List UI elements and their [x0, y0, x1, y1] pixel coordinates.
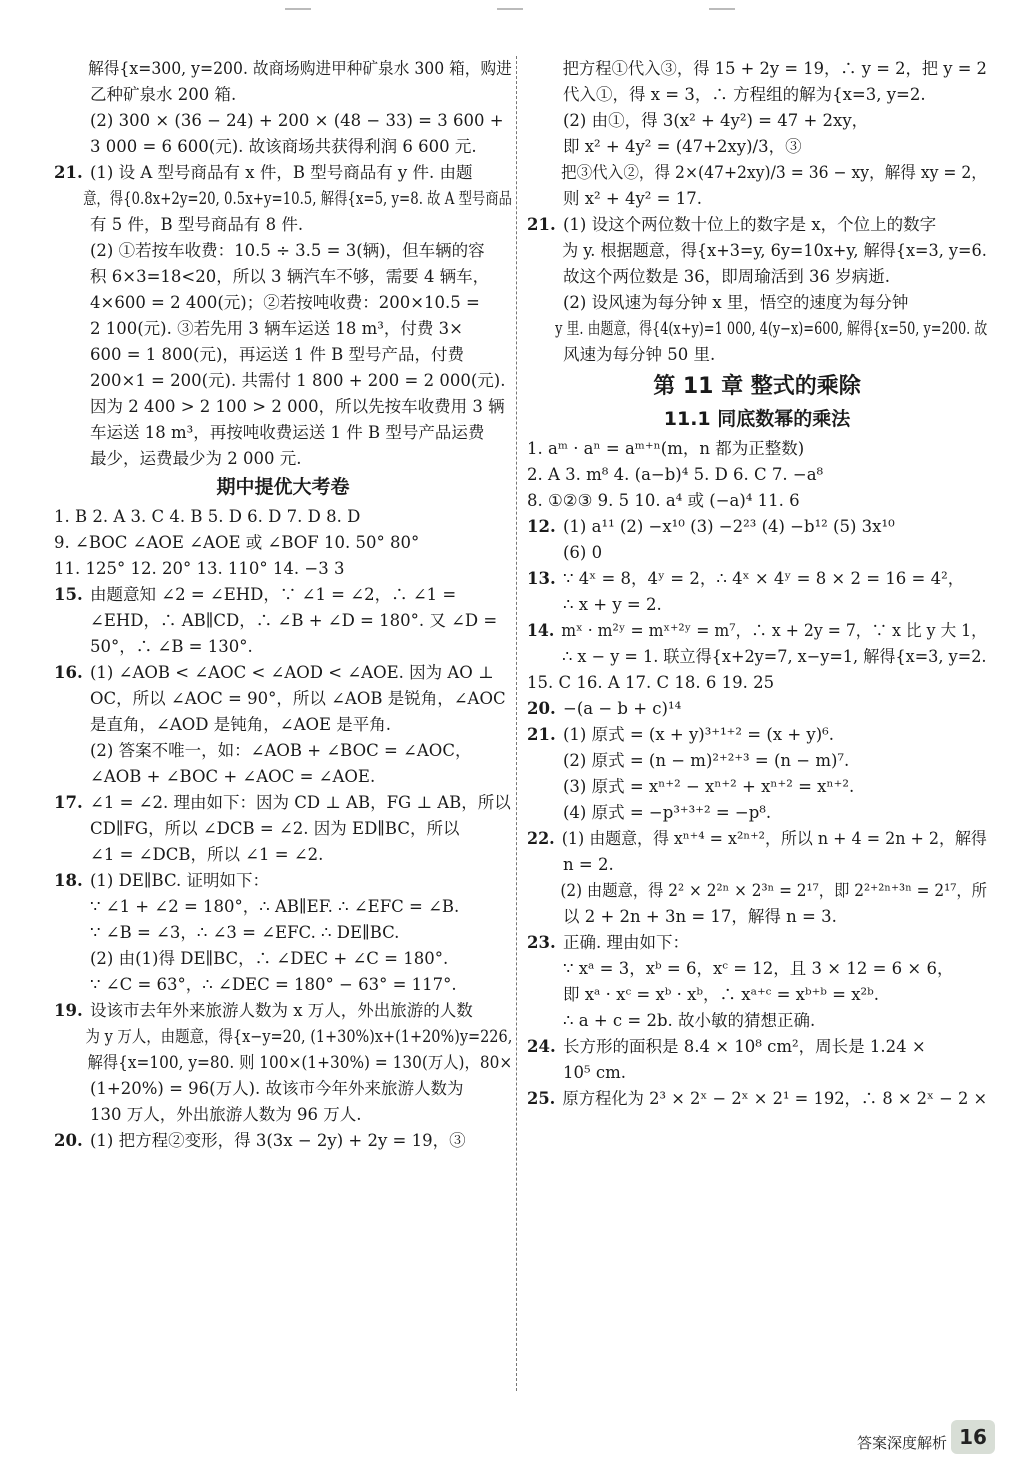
answer-text: 意，得{0.8x+2y=20, 0.5x+y=10.5, 解得{x=5, y=8. 故 A 型号商品	[83, 189, 512, 208]
answer-line	[54, 738, 512, 764]
answer-text: 风速为每分钟 50 里.	[563, 345, 716, 364]
answer-text: 3 000 = 6 600(元). 故该商场共获得利润 6 600 元.	[90, 137, 477, 156]
answer-line	[54, 816, 512, 842]
answer-text: 则 x² + 4y² = 17.	[563, 189, 702, 208]
answer-text: ∵ ∠C = 63°，∴ ∠DEC = 180° − 63° = 117°.	[90, 975, 457, 994]
answer-text: 10⁵ cm.	[563, 1063, 626, 1082]
answer-text: (1) 由题意，得 xⁿ⁺⁴ = x²ⁿ⁺²，所以 n + 4 = 2n + 2，解得	[561, 829, 987, 848]
answer-text: 解得{x=100, y=80. 则 100×(1+30%) = 130(万人)，80×	[87, 1053, 513, 1072]
answer-text: (1+20%) = 96(万人). 故该市今年外来旅游人数为	[90, 1079, 464, 1098]
answer-line	[54, 290, 512, 316]
answer-text: 最少，运费最少为 2 000 元.	[90, 449, 302, 468]
question-number: 20.	[527, 699, 556, 718]
answer-text: 解得{x=300, y=200. 故商场购进甲种矿泉水 300 箱，购进	[88, 59, 512, 78]
answer-text: 把③代入②，得 2×(47+2xy)/3 = 36 − xy，解得 xy = 2，	[561, 163, 987, 182]
answer-text: 以 2 + 2n + 3n = 17，解得 n = 3.	[563, 907, 837, 926]
answer-line	[527, 566, 987, 592]
answer-text: (2) ①若按车收费：10.5 ÷ 3.5 = 3(辆)，但车辆的容	[90, 241, 485, 260]
answer-line	[527, 982, 987, 1008]
left-column	[54, 56, 512, 1154]
answer-line	[527, 696, 987, 722]
answer-line	[54, 56, 512, 82]
answer-line	[527, 1060, 987, 1086]
chapter-heading: 第 11 章 整式的乘除	[653, 374, 861, 399]
answer-text: (2) 由①，得 3(x² + 4y²) = 47 + 2xy，	[563, 111, 869, 130]
answer-line	[527, 878, 987, 904]
answer-text: 故这个两位数是 36，即周瑜活到 36 岁病逝.	[563, 267, 890, 286]
answer-line	[527, 238, 987, 264]
answer-line	[527, 160, 987, 186]
answer-line	[54, 842, 512, 868]
answer-line	[527, 56, 987, 82]
answer-line	[527, 316, 988, 342]
answer-text: (2) 由题意，得 2² × 2²ⁿ × 2³ⁿ = 2¹⁷，即 2²⁺²ⁿ⁺³ⁿ = 2¹⁷，所	[560, 881, 987, 900]
answer-text: (4) 原式 = −p³⁺³⁺² = −p⁸.	[563, 803, 772, 822]
answer-line	[527, 1086, 988, 1112]
answer-text: 为 y 万人，由题意，得{x−y=20, (1+30%)x+(1+20%)y=226,	[85, 1027, 513, 1046]
answer-text: 2 100(元). ③若先用 3 辆车运送 18 m³，付费 3×	[90, 319, 463, 338]
question-number: 22.	[527, 829, 555, 848]
answer-text: (1) 设这个两位数十位上的数字是 x，个位上的数字	[563, 215, 937, 234]
answer-line	[527, 930, 987, 956]
answer-line	[527, 108, 987, 134]
answer-line	[54, 316, 512, 342]
question-number: 16.	[54, 663, 83, 682]
answer-text: (2) 原式 = (n − m)²⁺²⁺³ = (n − m)⁷.	[563, 751, 850, 770]
answer-line	[527, 462, 987, 488]
question-number: 21.	[54, 163, 83, 182]
answer-text: (2) 设风速为每分钟 x 里，悟空的速度为每分钟	[563, 293, 909, 312]
answer-line	[54, 504, 512, 530]
question-number: 14.	[527, 621, 555, 640]
question-number: 21.	[527, 215, 556, 234]
answer-text: (3) 原式 = xⁿ⁺² − xⁿ⁺² + xⁿ⁺² = xⁿ⁺².	[563, 777, 855, 796]
answer-line	[54, 712, 512, 738]
answer-text: (1) 把方程②变形，得 3(3x − 2y) + 2y = 19，③	[90, 1131, 466, 1150]
answer-line	[527, 904, 987, 930]
answer-text: OC，所以 ∠AOC = 90°，所以 ∠AOB 是锐角，∠AOC	[90, 689, 506, 708]
answer-line	[54, 446, 512, 472]
question-number: 25.	[527, 1089, 556, 1108]
answer-text: ∴ a + c = 2b. 故小敏的猜想正确.	[563, 1011, 816, 1030]
answer-line	[54, 1128, 512, 1154]
answer-text: ∠1 = ∠DCB，所以 ∠1 = ∠2.	[90, 845, 324, 864]
top-crop-marks	[285, 8, 735, 10]
answer-line	[54, 342, 512, 368]
answer-text: (1) ∠AOB < ∠AOC < ∠AOD < ∠AOE. 因为 AO ⊥	[90, 663, 494, 682]
answer-line	[54, 212, 512, 238]
answer-line	[54, 660, 512, 686]
answer-text: 把方程①代入③，得 15 + 2y = 19，∴ y = 2，把 y = 2	[562, 59, 987, 78]
answer-text: (1) 设 A 型号商品有 x 件，B 型号商品有 y 件. 由题	[90, 163, 473, 182]
answer-line	[527, 82, 987, 108]
answer-line	[527, 290, 987, 316]
answer-text: 2. A 3. m⁸ 4. (a−b)⁴ 5. D 6. C 7. −a⁸	[527, 465, 824, 484]
answer-text: 由题意知 ∠2 = ∠EHD，∵ ∠1 = ∠2，∴ ∠1 =	[90, 585, 457, 604]
answer-text: 4×600 = 2 400(元)；②若按吨收费：200×10.5 =	[90, 293, 480, 312]
answer-line	[54, 108, 512, 134]
answer-line	[54, 160, 512, 186]
answer-text: 8. ①②③ 9. 5 10. a⁴ 或 (−a)⁴ 11. 6	[527, 491, 800, 510]
answer-text: (1) a¹¹ (2) −x¹⁰ (3) −2²³ (4) −b¹² (5) 3x¹⁰	[563, 517, 895, 536]
answer-text: 1. aᵐ · aⁿ = aᵐ⁺ⁿ(m，n 都为正整数)	[527, 439, 805, 458]
answer-line	[527, 540, 987, 566]
answer-line	[54, 998, 512, 1024]
answer-text: 为 y. 根据题意，得{x+3=y, 6y=10x+y, 解得{x=3, y=6.	[562, 241, 987, 260]
answer-text: 原方程化为 2³ × 2ˣ − 2ˣ × 2¹ = 192，∴ 8 × 2ˣ − 2 ×	[562, 1089, 988, 1108]
answer-line	[54, 420, 512, 446]
footer-label: 答案深度解析	[856, 1434, 947, 1452]
question-number: 12.	[527, 517, 556, 536]
answer-text: 11. 125° 12. 20° 13. 110° 14. −3 3	[54, 559, 345, 578]
answer-line	[527, 956, 987, 982]
answer-text: mˣ · m²ʸ = mˣ⁺²ʸ = m⁷，∴ x + 2y = 7，∵ x 比 y 大 1，	[561, 621, 987, 640]
answer-line	[527, 342, 987, 368]
answer-text: 15. C 16. A 17. C 18. 6 19. 25	[527, 673, 775, 692]
answer-line	[54, 946, 512, 972]
answer-line	[54, 530, 512, 556]
answer-line	[54, 394, 512, 420]
answer-text: ∵ 4ˣ = 8，4ʸ = 2，∴ 4ˣ × 4ʸ = 8 × 2 = 16 = 4²，	[563, 569, 965, 588]
column-divider	[516, 56, 517, 1391]
question-number: 18.	[54, 871, 83, 890]
answer-text: 车运送 18 m³，再按吨收费运送 1 件 B 型号产品运费	[90, 423, 485, 442]
answer-text: (2) 由(1)得 DE∥BC，∴ ∠DEC + ∠C = 180°.	[90, 949, 449, 968]
answer-text: ∠EHD，∴ AB∥CD，∴ ∠B + ∠D = 180°. 又 ∠D =	[90, 611, 498, 630]
question-number: 23.	[527, 933, 556, 952]
answer-line	[54, 1076, 512, 1102]
answer-line	[527, 774, 987, 800]
answer-text: ∴ x + y = 2.	[563, 595, 662, 614]
answer-text: 130 万人，外出旅游人数为 96 万人.	[90, 1105, 362, 1124]
answer-line	[54, 1024, 513, 1050]
question-number: 13.	[527, 569, 556, 588]
question-number: 20.	[54, 1131, 83, 1150]
answer-text: n = 2.	[563, 855, 614, 874]
answer-text: (2) 答案不唯一，如：∠AOB + ∠BOC = ∠AOC，	[90, 741, 472, 760]
page-number: 16	[951, 1420, 995, 1454]
answer-line	[54, 264, 512, 290]
answer-line	[54, 868, 512, 894]
answer-line	[527, 134, 987, 160]
question-number: 15.	[54, 585, 83, 604]
answer-line	[527, 826, 987, 852]
question-number: 19.	[54, 1001, 83, 1020]
answer-line	[527, 1034, 987, 1060]
answer-line	[54, 238, 512, 264]
answer-text: 代入①，得 x = 3，∴ 方程组的解为{x=3, y=2.	[563, 85, 926, 104]
answer-line	[54, 894, 512, 920]
answer-text: 正确. 理由如下：	[563, 933, 689, 952]
answer-line	[54, 972, 512, 998]
answer-line	[54, 764, 512, 790]
question-number: 24.	[527, 1037, 556, 1056]
answer-text: 是直角，∠AOD 是钝角，∠AOE 是平角.	[90, 715, 392, 734]
answer-line	[54, 686, 512, 712]
answer-text: 乙种矿泉水 200 箱.	[90, 85, 237, 104]
answer-line	[54, 82, 512, 108]
answer-text: (2) 300 × (36 − 24) + 200 × (48 − 33) = 3 600 +	[90, 111, 504, 130]
answer-text: 9. ∠BOC ∠AOE ∠AOE 或 ∠BOF 10. 50° 80°	[54, 533, 420, 552]
right-column	[527, 56, 987, 1112]
answer-line	[527, 644, 987, 670]
answer-text: (6) 0	[563, 543, 603, 562]
question-number: 21.	[527, 725, 556, 744]
answer-text: 200×1 = 200(元). 共需付 1 800 + 200 = 2 000(元).	[90, 371, 506, 390]
answer-line	[54, 582, 512, 608]
answer-line	[54, 1050, 513, 1076]
exam-heading: 期中提优大考卷	[216, 476, 350, 498]
answer-line	[527, 488, 987, 514]
answer-line	[54, 186, 512, 212]
answer-text: −(a − b + c)¹⁴	[563, 699, 682, 718]
answer-line	[527, 592, 987, 618]
answer-text: 设该市去年外来旅游人数为 x 万人，外出旅游的人数	[90, 1001, 473, 1020]
answer-text: 600 = 1 800(元)，再运送 1 件 B 型号产品，付费	[90, 345, 465, 364]
answer-line	[527, 722, 987, 748]
answer-text: 50°，∴ ∠B = 130°.	[90, 637, 253, 656]
answer-line	[54, 556, 512, 582]
answer-line	[527, 264, 987, 290]
answer-line	[527, 514, 987, 540]
answer-text: ∵ ∠B = ∠3，∴ ∠3 = ∠EFC. ∴ DE∥BC.	[90, 923, 400, 942]
answer-text: 长方形的面积是 8.4 × 10⁸ cm²，周长是 1.24 ×	[563, 1037, 926, 1056]
answer-text: ∴ x − y = 1. 联立得{x+2y=7, x−y=1, 解得{x=3, y=2.	[562, 647, 987, 666]
answer-line	[527, 436, 987, 462]
answer-text: y 里. 由题意，得{4(x+y)=1 000, 4(y−x)=600, 解得{x=50, y=200. 故	[555, 319, 988, 338]
answer-text: 有 5 件，B 型号商品有 8 件.	[90, 215, 304, 234]
question-number: 17.	[54, 793, 83, 812]
answer-line	[54, 608, 512, 634]
answer-line	[527, 618, 987, 644]
answer-line	[54, 790, 512, 816]
answer-line	[527, 1008, 987, 1034]
answer-text: 即 x² + 4y² = (47+2xy)/3，③	[563, 137, 802, 156]
answer-text: ∠1 = ∠2. 理由如下：因为 CD ⊥ AB，FG ⊥ AB，所以	[90, 793, 511, 812]
answer-text: CD∥FG，所以 ∠DCB = ∠2. 因为 ED∥BC，所以	[90, 819, 460, 838]
answer-text: (1) 原式 = (x + y)³⁺¹⁺² = (x + y)⁶.	[563, 725, 835, 744]
answer-line	[54, 1102, 512, 1128]
answer-text: ∵ ∠1 + ∠2 = 180°，∴ AB∥EF. ∴ ∠EFC = ∠B.	[90, 897, 460, 916]
answer-line	[527, 852, 987, 878]
answer-line	[54, 134, 512, 160]
answer-text: ∠AOB + ∠BOC + ∠AOC = ∠AOE.	[90, 767, 376, 786]
answer-text: 1. B 2. A 3. C 4. B 5. D 6. D 7. D 8. D	[54, 507, 361, 526]
answer-text: ∵ xᵃ = 3，xᵇ = 6，xᶜ = 12，且 3 × 12 = 6 × 6，	[563, 959, 954, 978]
answer-line	[527, 800, 987, 826]
answer-text: (1) DE∥BC. 证明如下：	[90, 871, 269, 890]
answer-line	[527, 186, 987, 212]
answer-line	[54, 368, 512, 394]
answer-text: 即 xᵃ · xᶜ = xᵇ · xᵇ，∴ xᵃ⁺ᶜ = xᵇ⁺ᵇ = x²ᵇ.	[563, 985, 879, 1004]
answer-line	[54, 920, 512, 946]
answer-line	[527, 212, 987, 238]
answer-text: 因为 2 400 > 2 100 > 2 000，所以先按车收费用 3 辆	[90, 397, 505, 416]
answer-line	[527, 748, 987, 774]
answer-line	[527, 670, 987, 696]
answer-text: 积 6×3=18<20，所以 3 辆汽车不够，需要 4 辆车，	[90, 267, 490, 286]
section-heading: 11.1 同底数幂的乘法	[663, 408, 851, 430]
answer-line	[54, 634, 512, 660]
